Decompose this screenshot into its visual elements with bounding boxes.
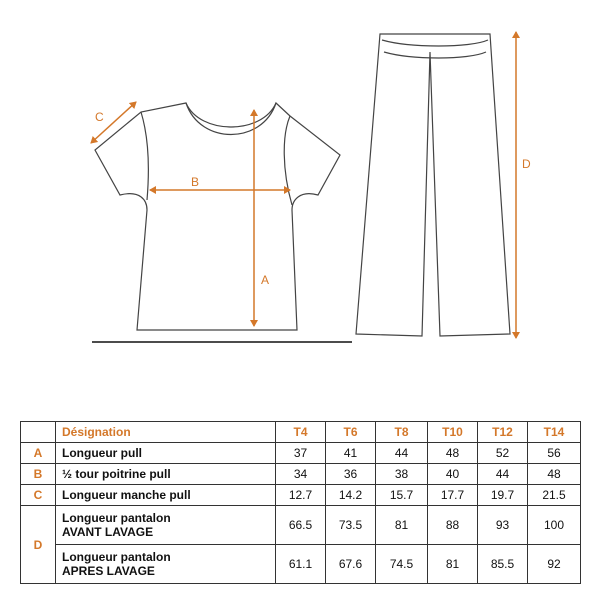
cell-value: 37	[276, 443, 326, 464]
cell-value: 56	[528, 443, 581, 464]
row-label	[56, 506, 276, 545]
row-label-line: APRES LAVAGE	[62, 564, 155, 578]
table-row	[21, 545, 581, 584]
header-size-t4: T4	[276, 422, 326, 443]
size-chart-table	[20, 421, 581, 584]
table-row	[21, 485, 581, 506]
header-designation: Désignation	[56, 422, 276, 443]
row-label-line: Longueur pantalon	[62, 511, 171, 525]
cell-value: 93	[478, 506, 528, 545]
cell-value: 40	[428, 464, 478, 485]
row-label-line: AVANT LAVAGE	[62, 525, 154, 539]
cell-value: 41	[326, 443, 376, 464]
header-size-t8: T8	[376, 422, 428, 443]
row-key: C	[21, 485, 56, 506]
row-label	[56, 545, 276, 584]
cell-value: 73.5	[326, 506, 376, 545]
table-row	[21, 464, 581, 485]
cell-value: 44	[478, 464, 528, 485]
row-label-line: Longueur pantalon	[62, 550, 171, 564]
header-size-t14: T14	[528, 422, 581, 443]
cell-value: 15.7	[376, 485, 428, 506]
cell-value: 100	[528, 506, 581, 545]
cell-value: 34	[276, 464, 326, 485]
row-label: Longueur pull	[56, 443, 276, 464]
cell-value: 48	[428, 443, 478, 464]
cell-value: 61.1	[276, 545, 326, 584]
cell-value: 81	[376, 506, 428, 545]
cell-value: 74.5	[376, 545, 428, 584]
cell-value: 48	[528, 464, 581, 485]
cell-value: 38	[376, 464, 428, 485]
cell-value: 36	[326, 464, 376, 485]
cell-value: 17.7	[428, 485, 478, 506]
cell-value: 81	[428, 545, 478, 584]
header-size-t12: T12	[478, 422, 528, 443]
table-header-row	[21, 422, 581, 443]
cell-value: 92	[528, 545, 581, 584]
tshirt-outline	[95, 103, 340, 330]
cell-value: 66.5	[276, 506, 326, 545]
cell-value: 85.5	[478, 545, 528, 584]
cell-value: 19.7	[478, 485, 528, 506]
cell-value: 67.6	[326, 545, 376, 584]
label-a: A	[261, 273, 270, 287]
header-size-t10: T10	[428, 422, 478, 443]
table-row	[21, 443, 581, 464]
row-key: D	[21, 506, 56, 584]
pants-outline	[356, 34, 510, 336]
row-label: Longueur manche pull	[56, 485, 276, 506]
label-b: B	[191, 175, 200, 189]
row-key: A	[21, 443, 56, 464]
cell-value: 52	[478, 443, 528, 464]
label-c: C	[95, 110, 104, 124]
cell-value: 14.2	[326, 485, 376, 506]
row-key: B	[21, 464, 56, 485]
row-label: ½ tour poitrine pull	[56, 464, 276, 485]
header-key-empty	[21, 422, 56, 443]
cell-value: 12.7	[276, 485, 326, 506]
cell-value: 44	[376, 443, 428, 464]
cell-value: 21.5	[528, 485, 581, 506]
label-d: D	[522, 157, 531, 171]
header-size-t6: T6	[326, 422, 376, 443]
cell-value: 88	[428, 506, 478, 545]
table-row	[21, 506, 581, 545]
